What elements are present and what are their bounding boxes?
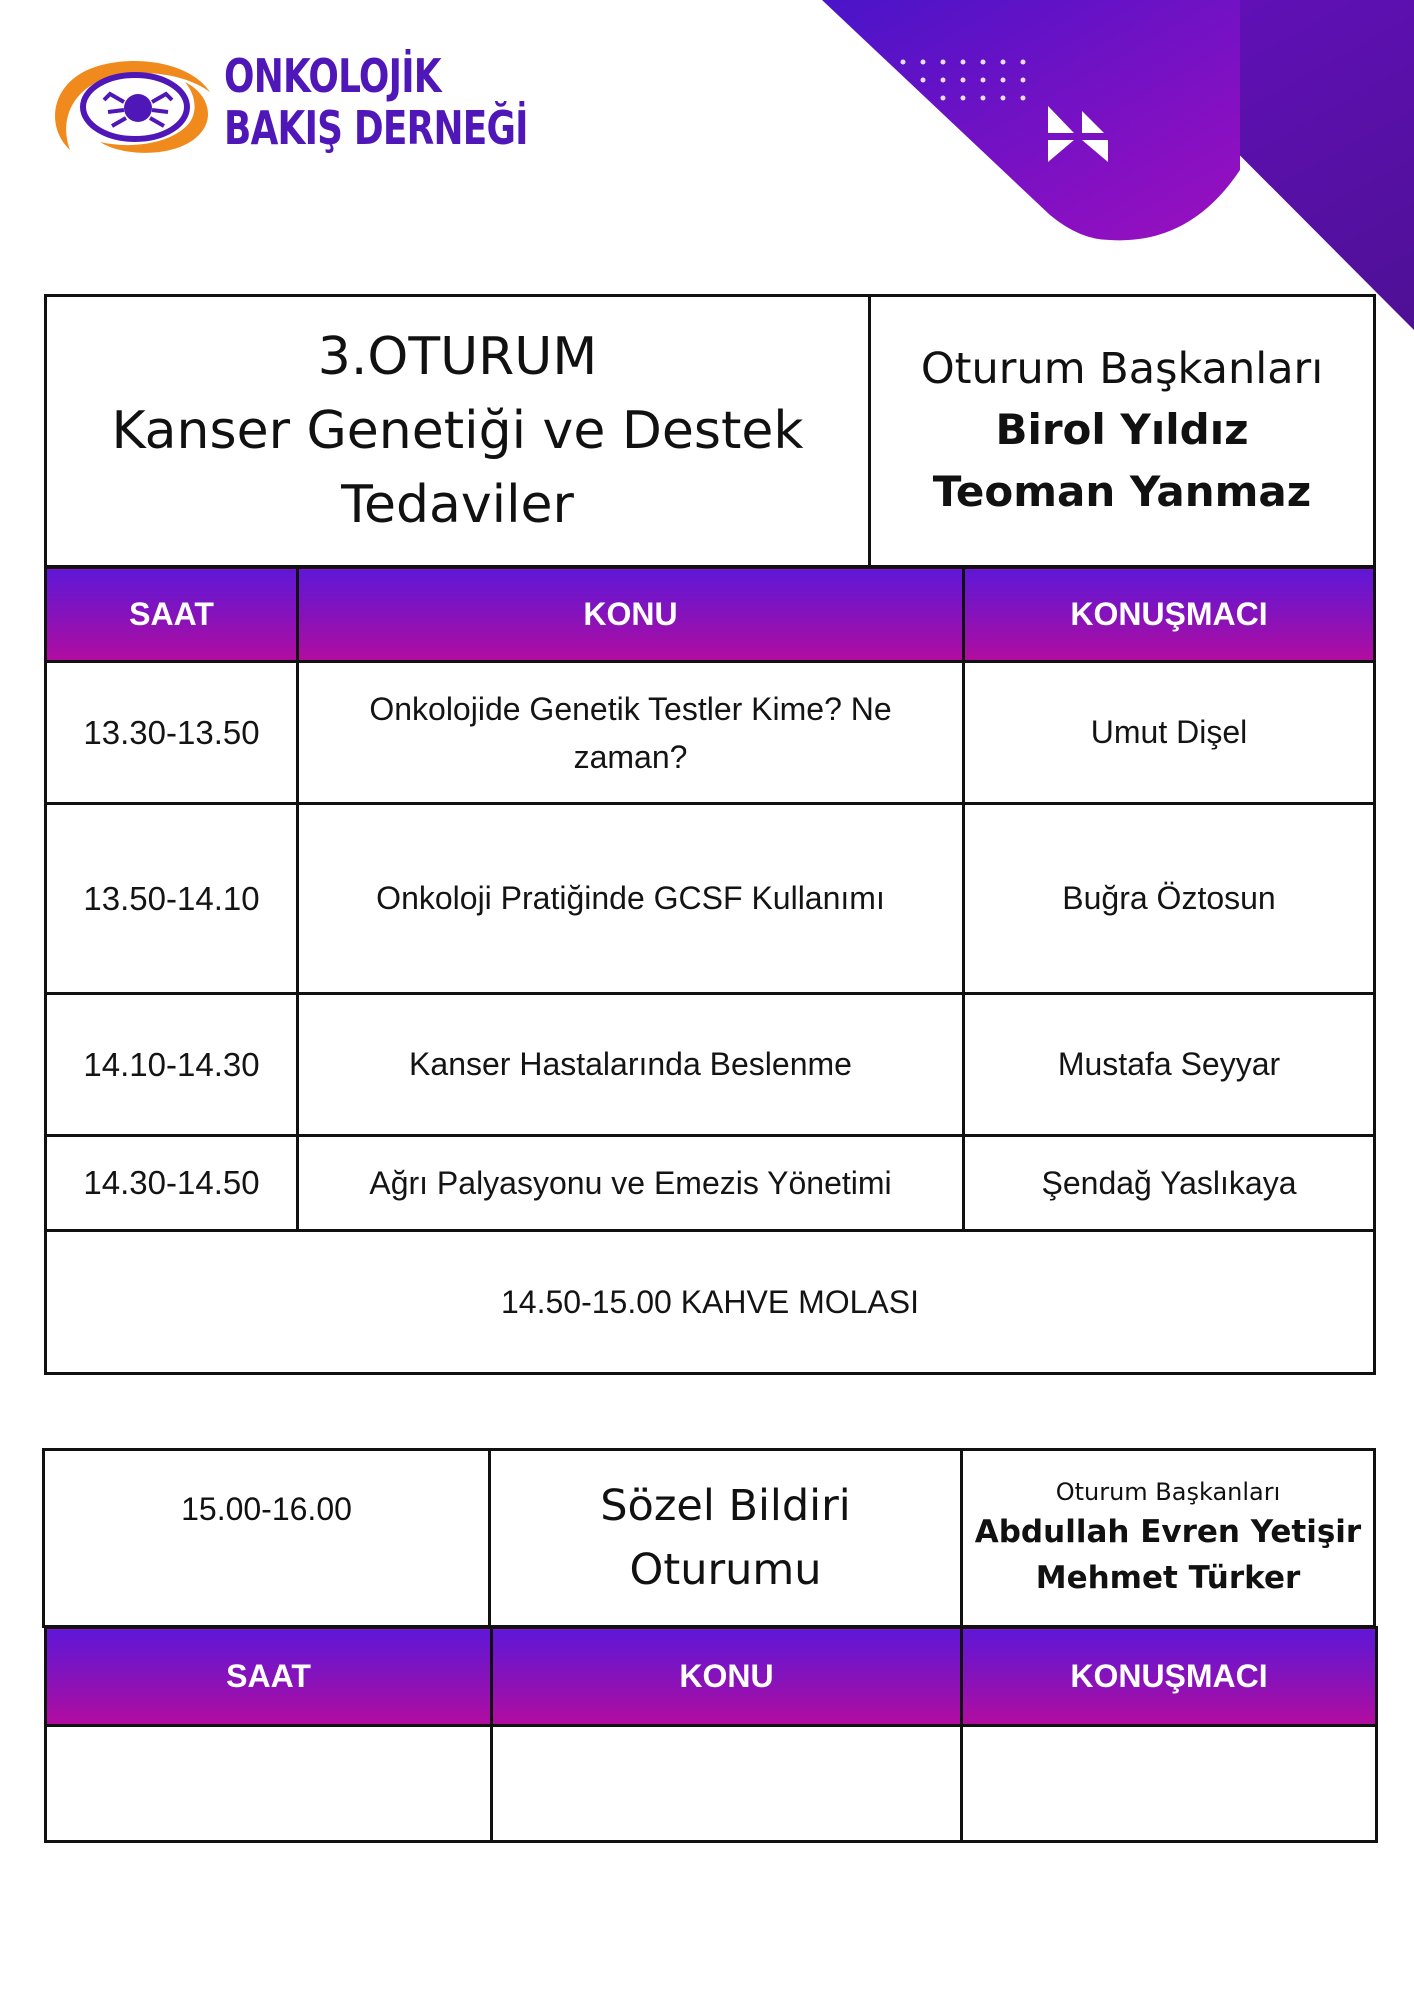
session-subtitle-line-1: Kanser Genetiği ve Destek [111,401,804,461]
row-konusmaci: Buğra Öztosun [964,804,1375,994]
header-konu: KONU [298,568,964,662]
logo-line-2: BAKIŞ DERNEĞİ [224,101,528,155]
chairs-label: Oturum Başkanları [920,344,1324,394]
row-konu: Onkolojide Genetik Testler Kime? Ne zaman? [298,662,964,804]
empty-cell [492,1726,962,1842]
table-row-empty [46,1726,1377,1842]
row-konusmaci: Umut Dişel [964,662,1375,804]
coffee-break-row [46,1231,1375,1374]
session-title: 3.OTURUM [317,327,598,387]
session3-program-table [44,566,1376,1375]
session3-chairs-cell [870,296,1375,567]
empty-cell [962,1726,1377,1842]
row-konu: Kanser Hastalarında Beslenme [298,994,964,1136]
chair-name-1: Birol Yıldız [995,405,1249,454]
row-konu: Onkoloji Pratiğinde GCSF Kullanımı [298,804,964,994]
oral-session-header-table [42,1448,1376,1628]
table-row [46,662,1375,804]
corner-block-shape [822,0,1240,240]
oral-chairs-label: Oturum Başkanları [1055,1478,1281,1506]
oral-chair-name-2: Mehmet Türker [1035,1560,1301,1596]
oral-chair-name-1: Abdullah Evren Yetişir [974,1514,1362,1550]
row-saat: 14.30-14.50 [46,1136,298,1231]
header-saat: SAAT [46,568,298,662]
logo-text [224,50,613,154]
oral-session-title-line-2: Oturumu [629,1545,822,1595]
row-konusmaci: Mustafa Seyyar [964,994,1375,1136]
oral-session-title-line-1: Sözel Bildiri [600,1481,851,1531]
oral-session-chairs-cell [962,1450,1375,1627]
table-header-row [46,568,1375,662]
table-row [46,994,1375,1136]
session3-title-cell [46,296,870,567]
table-row [46,1136,1375,1231]
empty-cell [46,1726,492,1842]
oral-session-time: 15.00-16.00 [44,1450,490,1627]
logo-emblem-icon [40,52,220,162]
row-saat: 13.50-14.10 [46,804,298,994]
row-konu: Ağrı Palyasyonu ve Emezis Yönetimi [298,1136,964,1231]
header-saat: SAAT [46,1628,492,1726]
session-subtitle-line-2: Tedaviler [341,475,574,535]
row-konusmaci: Şendağ Yaslıkaya [964,1136,1375,1231]
coffee-break-text: 14.50-15.00 KAHVE MOLASI [46,1231,1375,1374]
row-saat: 14.10-14.30 [46,994,298,1136]
logo-line-1: ONKOLOJİK [224,49,441,103]
header-konu: KONU [492,1628,962,1726]
chair-name-2: Teoman Yanmaz [932,467,1312,516]
table-header-row [46,1628,1377,1726]
oral-session-program-table [44,1626,1378,1843]
row-saat: 13.30-13.50 [46,662,298,804]
oral-session-title-cell [490,1450,962,1627]
table-row [46,804,1375,994]
session3-header-table [44,294,1376,568]
header-konusmaci: KONUŞMACI [964,568,1375,662]
header-konusmaci: KONUŞMACI [962,1628,1377,1726]
